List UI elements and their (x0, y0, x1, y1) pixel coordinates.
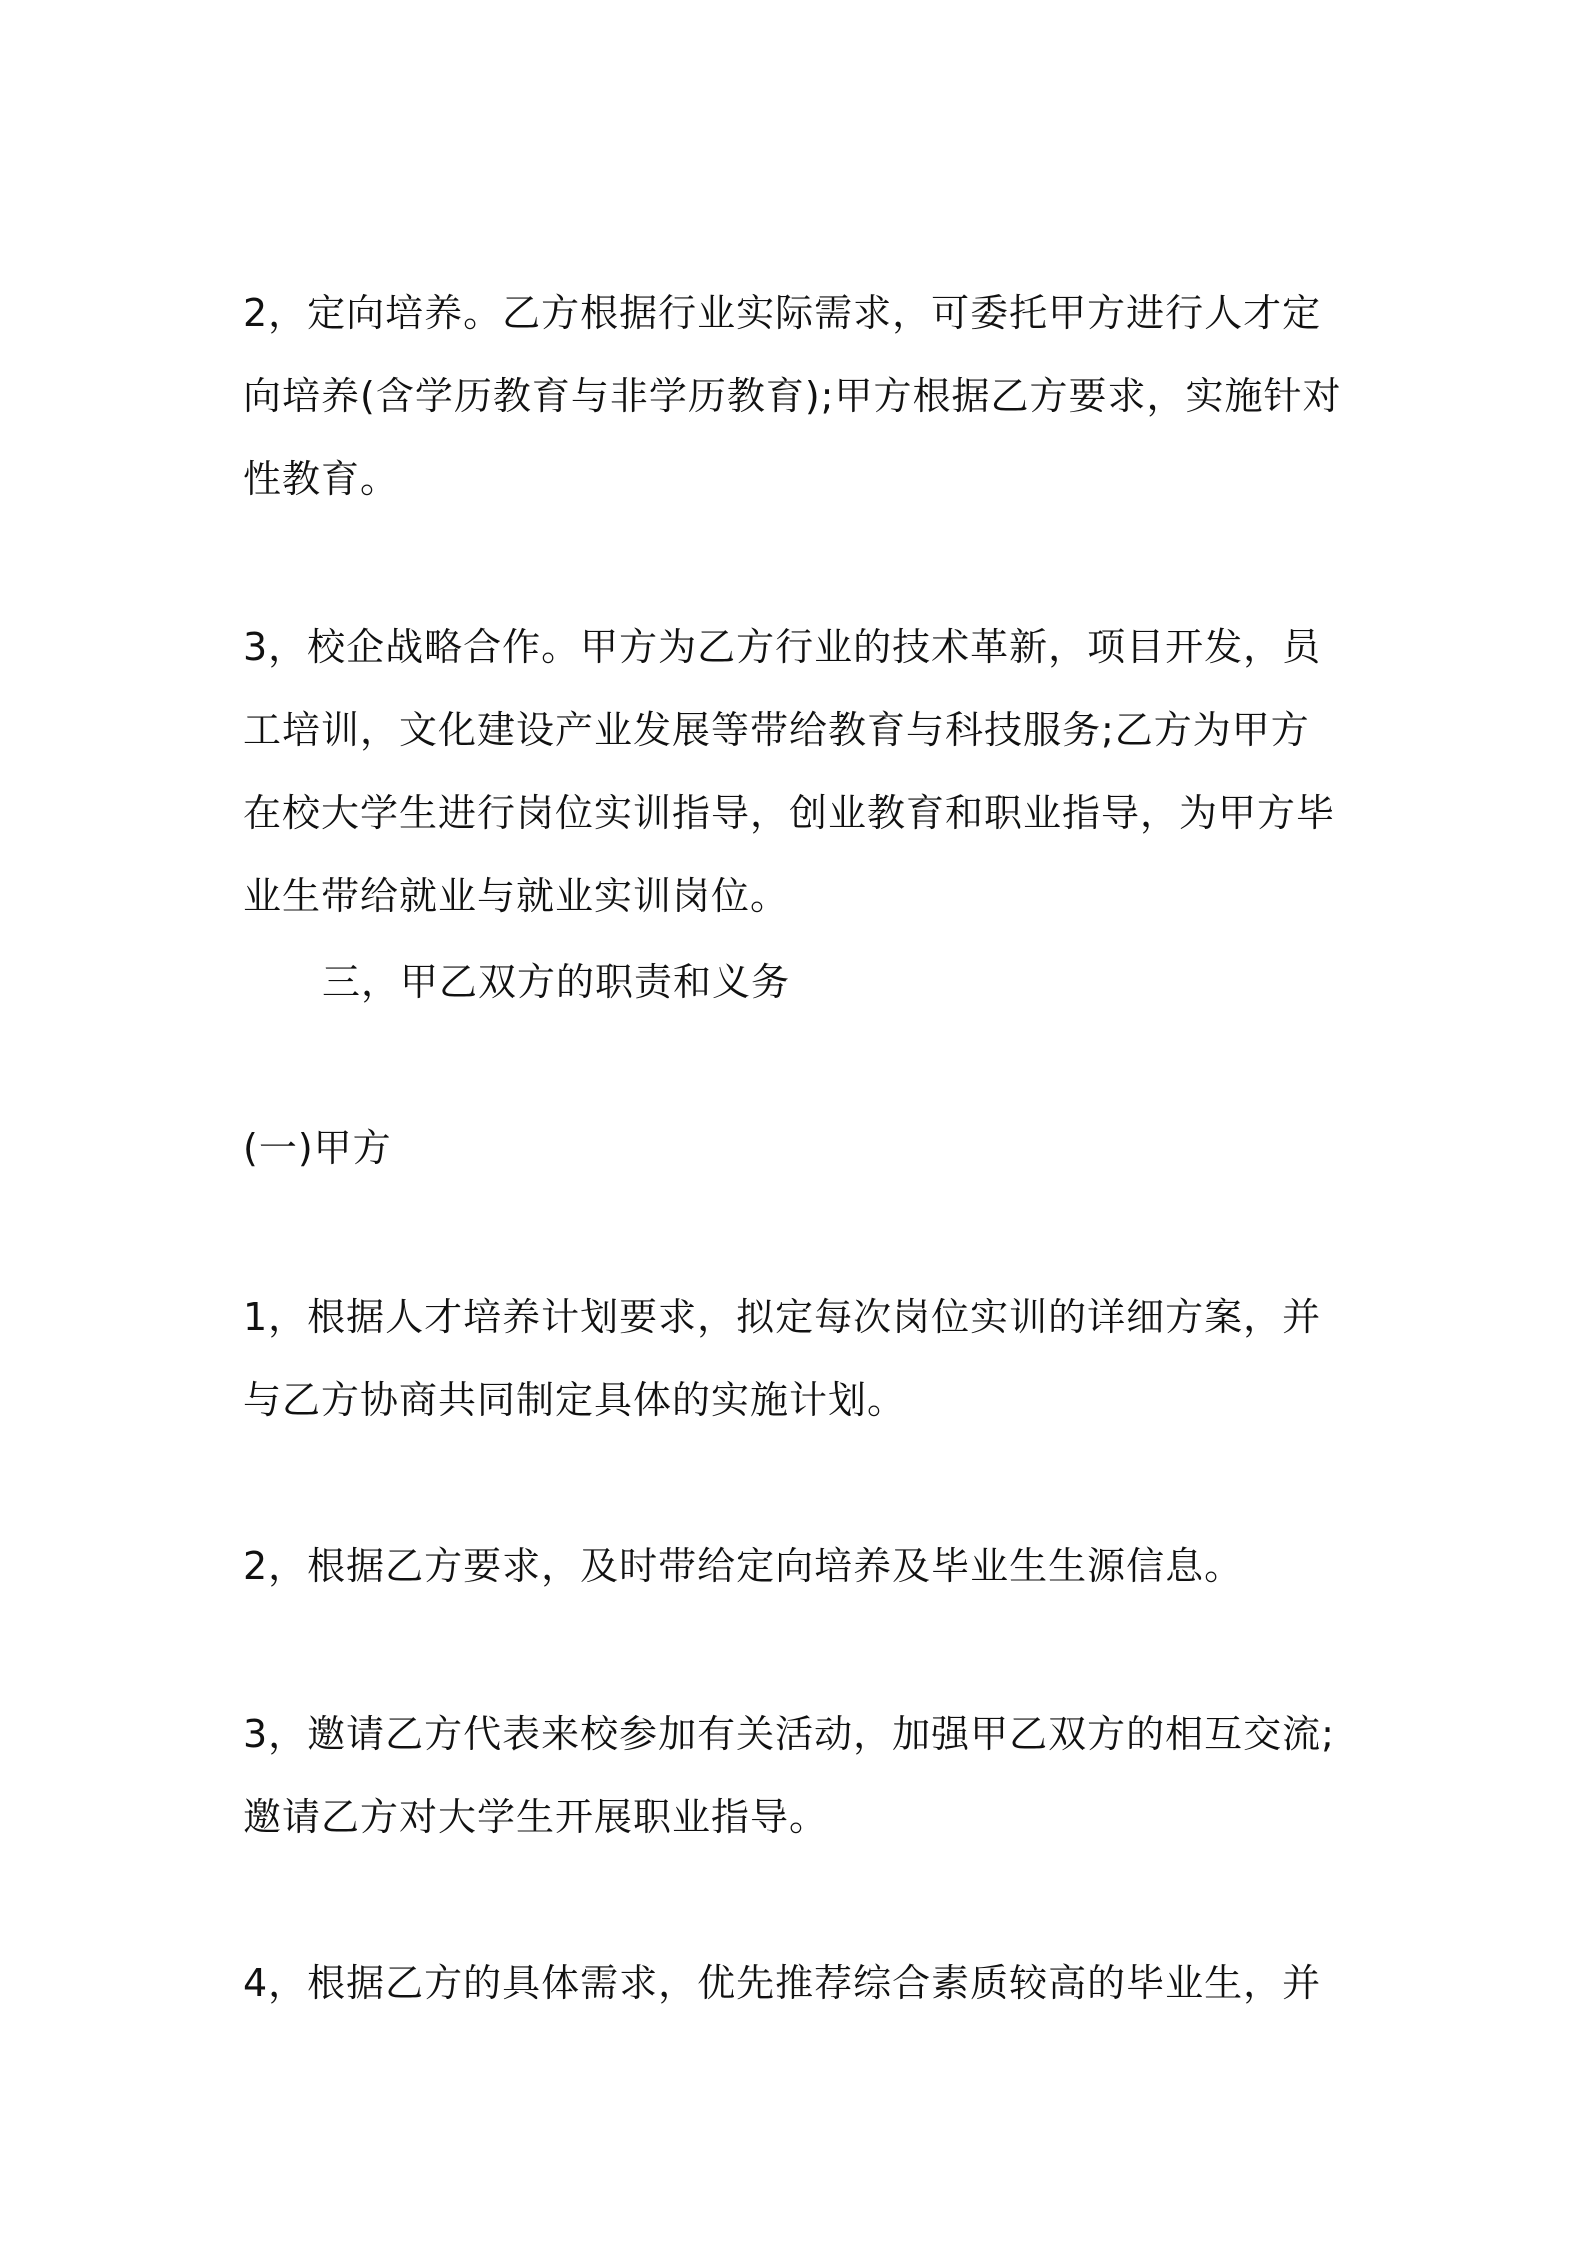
text-line: 工培训，文化建设产业发展等带给教育与科技服务;乙方为甲方 (243, 708, 1310, 752)
paragraph-item-2 (243, 272, 1363, 521)
text-line: 与乙方协商共同制定具体的实施计划。 (243, 1378, 907, 1422)
text-line: 3，校企战略合作。甲方为乙方行业的技术革新，项目开发，员 (243, 625, 1322, 669)
section-heading: 三，甲乙双方的职责和义务 (322, 960, 791, 1004)
text-line: 2，根据乙方要求，及时带给定向培养及毕业生生源信息。 (243, 1544, 1244, 1588)
text-line: 2，定向培养。乙方根据行业实际需求，可委托甲方进行人才定 (243, 291, 1322, 335)
paragraph-a-item-1 (243, 1276, 1363, 1442)
text-line: 邀请乙方对大学生开展职业指导。 (243, 1795, 829, 1839)
text-line: 向培养(含学历教育与非学历教育);甲方根据乙方要求，实施针对 (243, 374, 1342, 418)
paragraph-a-item-4 (243, 1942, 1363, 2025)
text-line: 3，邀请乙方代表来校参加有关活动，加强甲乙双方的相互交流; (243, 1712, 1335, 1756)
party-a-heading (243, 1107, 1363, 1190)
text-line: 业生带给就业与就业实训岗位。 (243, 874, 790, 918)
text-line: 4，根据乙方的具体需求，优先推荐综合素质较高的毕业生，并 (243, 1961, 1322, 2005)
subsection-heading: (一)甲方 (243, 1126, 392, 1170)
text-line: 在校大学生进行岗位实训指导，创业教育和职业指导，为甲方毕 (243, 791, 1336, 835)
paragraph-a-item-2 (243, 1525, 1363, 1608)
text-line: 1，根据人才培养计划要求，拟定每次岗位实训的详细方案，并 (243, 1295, 1322, 1339)
paragraph-item-3 (243, 606, 1363, 938)
text-line: 性教育。 (243, 457, 400, 501)
paragraph-a-item-3 (243, 1693, 1363, 1859)
